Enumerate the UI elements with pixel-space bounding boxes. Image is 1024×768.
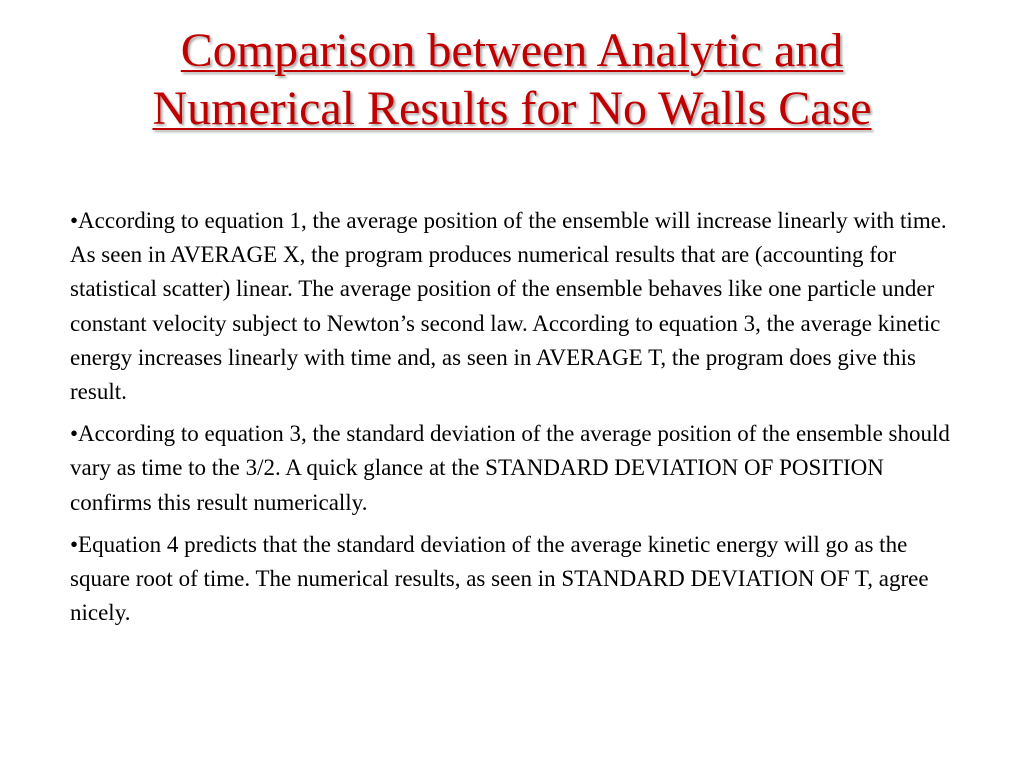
slide-title-line-2: Numerical Results for No Walls Case [152,82,872,135]
slide-body [70,204,970,638]
slide-title-line-1: Comparison between Analytic and [180,24,844,77]
bullet-paragraph-3: •Equation 4 predicts that the standard deviation of the average kinetic energy will go as the square root of time. The numerical results, as seen in STANDARD DEVIATION OF T, agree nicely. [70,531,929,626]
bullet-paragraph-1: •According to equation 1, the average position of the ensemble will increase linearly with time. As seen in AVERAGE X, the program produces numerical results that are (accounting for statistical scatter) linear. The average position of the ensemble behaves like one particle under constant velocity subject to Newton’s second law. According to equation 3, the average kinetic energy increases linearly with time and, as seen in AVERAGE T, the program does give this result. [70,208,947,405]
slide-title [30,22,994,138]
bullet-paragraph-2: •According to equation 3, the standard deviation of the average position of the ensemble should vary as time to the 3/2. A quick glance at the STANDARD DEVIATION OF POSITION confirms this result numerically. [70,421,950,515]
